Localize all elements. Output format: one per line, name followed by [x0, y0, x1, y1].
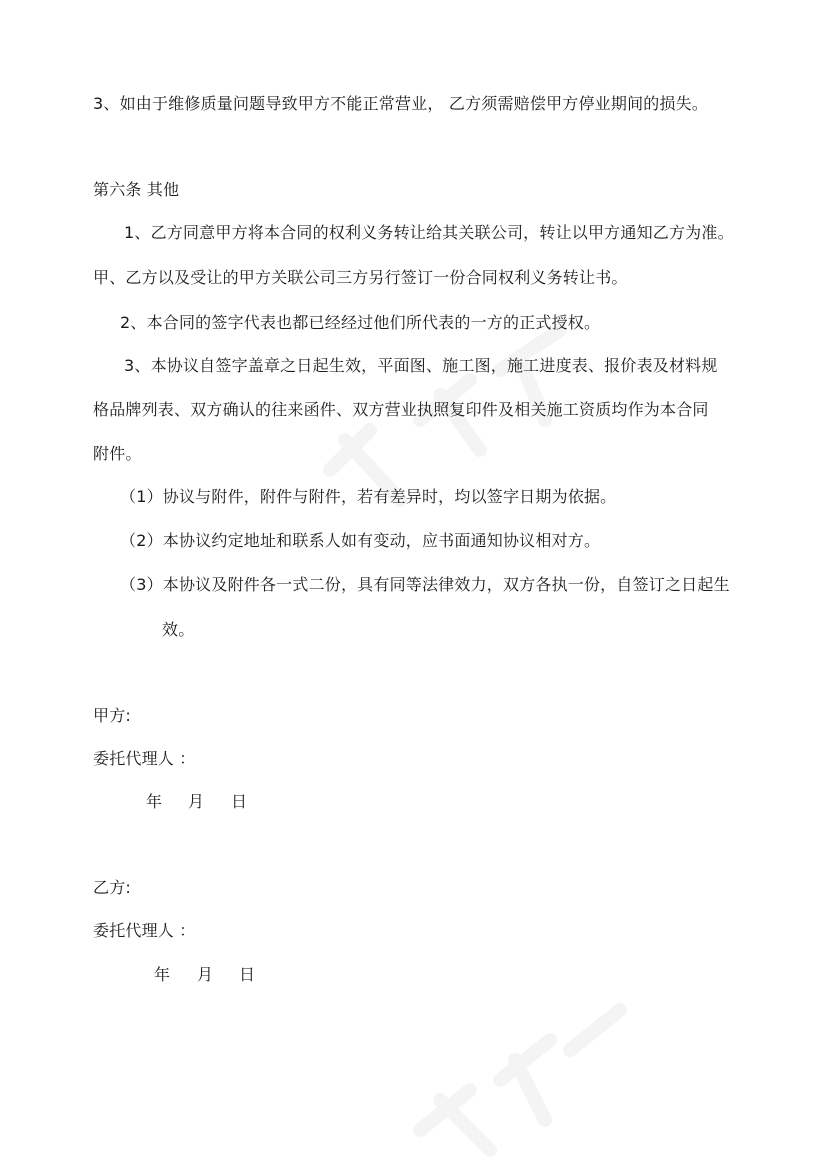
- item-3-line-3: 附件。: [93, 444, 142, 463]
- party-a-date: [146, 792, 247, 812]
- party-b-day: 日: [239, 965, 256, 984]
- sub-item-3-line-2: 效。: [162, 620, 195, 639]
- sub-item-1: （1）协议与附件，附件与附件，若有差异时，均以签字日期为依据。: [120, 487, 617, 506]
- party-a-day: 日: [231, 792, 248, 811]
- party-a-year: 年: [146, 792, 163, 811]
- party-a-label: 甲方:: [93, 706, 131, 725]
- item-3-line-1: 3、本协议自签字盖章之日起生效，平面图、施工图，施工进度表、报价表及材料规: [124, 356, 718, 375]
- party-b-month: 月: [197, 965, 214, 984]
- item-1-line-1: 1、乙方同意甲方将本合同的权利义务转让给其关联公司，转让以甲方通知乙方为准。: [124, 223, 734, 242]
- party-b-label: 乙方:: [93, 878, 131, 897]
- party-b-agent: 委托代理人 ：: [93, 921, 196, 940]
- party-a-month: 月: [188, 792, 205, 811]
- clause-3-text: 3、如由于维修质量问题导致甲方不能正常营业， 乙方须需赔偿甲方停业期间的损失。: [93, 94, 709, 113]
- item-2-text: 2、本合同的签字代表也都已经经过他们所代表的一方的正式授权。: [120, 313, 601, 332]
- article-6-title: 第六条 其他: [93, 180, 180, 199]
- item-3-line-2: 格品牌列表、双方确认的往来函件、双方营业执照复印件及相关施工资质均作为本合同: [93, 400, 709, 419]
- party-a-agent: 委托代理人 ：: [93, 749, 196, 768]
- party-b-year: 年: [154, 965, 171, 984]
- sub-item-2: （2）本协议约定地址和联系人如有变动，应书面通知协议相对方。: [120, 531, 601, 550]
- party-b-date: [154, 965, 255, 985]
- sub-item-3-line-1: （3）本协议及附件各一式二份，具有同等法律效力，双方各执一份，自签订之日起生: [120, 575, 730, 594]
- item-1-line-2: 甲、乙方以及受让的甲方关联公司三方另行签订一份合同权利义务转让书。: [93, 268, 628, 287]
